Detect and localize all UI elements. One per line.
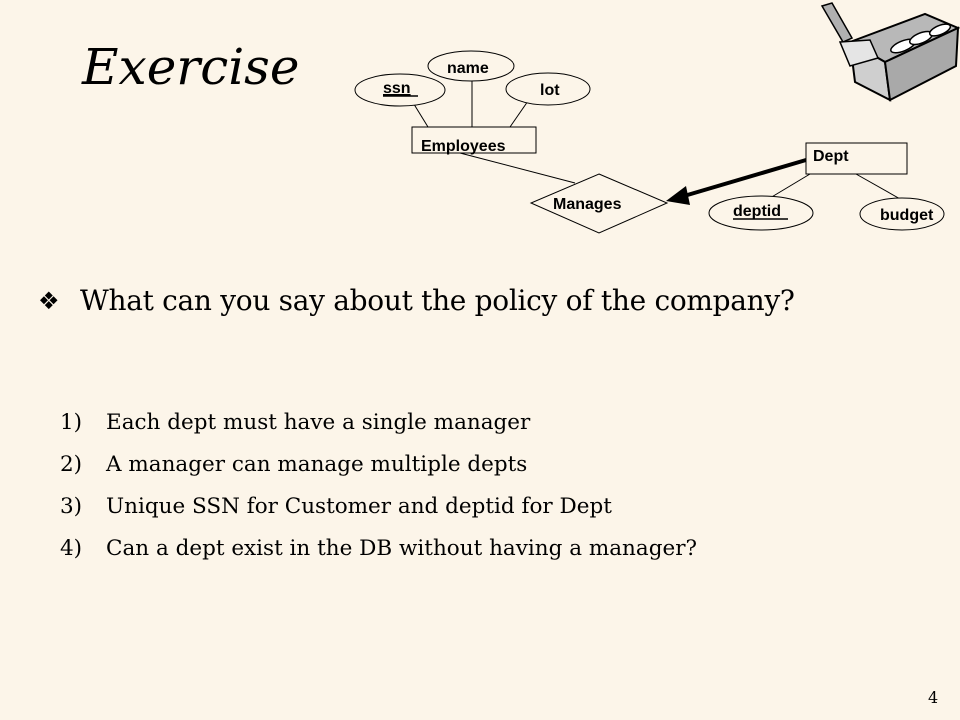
key-constraint-arrow	[684, 160, 806, 196]
entity-dept	[806, 143, 907, 174]
list-item-number: 2)	[60, 452, 83, 477]
list-item-text: Each dept must have a single manager	[106, 410, 531, 435]
er-diagram	[0, 0, 960, 250]
attribute-lot	[506, 73, 590, 105]
question-row	[38, 284, 795, 317]
lot-connector	[510, 101, 528, 127]
deptid-connector	[770, 174, 810, 198]
attribute-name	[428, 51, 514, 81]
attribute-ssn-label: ssn	[383, 80, 411, 97]
list-item-number: 3)	[60, 494, 83, 519]
list-item	[60, 410, 697, 452]
brick-trowel-icon	[822, 3, 958, 100]
entity-employees-label: Employees	[421, 138, 506, 155]
list-item	[60, 536, 697, 578]
list-item-text: Can a dept exist in the DB without having a manager?	[106, 536, 698, 561]
list-item-number: 1)	[60, 410, 83, 435]
page-number: 4	[928, 688, 939, 707]
attribute-name-label: name	[447, 60, 489, 77]
relationship-manages-label: Manages	[553, 196, 622, 213]
answer-list	[60, 410, 697, 578]
list-item-number: 4)	[60, 536, 83, 561]
entity-dept-label: Dept	[813, 148, 849, 165]
attribute-ssn	[355, 74, 445, 106]
budget-connector	[856, 174, 902, 200]
list-item-text: A manager can manage multiple depts	[106, 452, 528, 477]
arrowhead-icon	[666, 186, 690, 205]
entity-employees	[412, 127, 536, 155]
employees-manages-connector	[460, 153, 575, 183]
attribute-lot-label: lot	[540, 82, 560, 99]
list-item	[60, 494, 697, 536]
relationship-manages	[531, 174, 667, 233]
slide-title: Exercise	[82, 38, 300, 96]
attribute-deptid	[709, 196, 813, 230]
attribute-budget-label: budget	[880, 207, 934, 224]
question-text: What can you say about the policy of the company?	[80, 284, 795, 317]
list-item-text: Unique SSN for Customer and deptid for Dept	[106, 494, 612, 519]
list-item	[60, 452, 697, 494]
attribute-deptid-label: deptid	[733, 203, 781, 220]
diamond-bullet-icon: ❖	[38, 286, 60, 315]
attribute-budget	[860, 198, 944, 230]
